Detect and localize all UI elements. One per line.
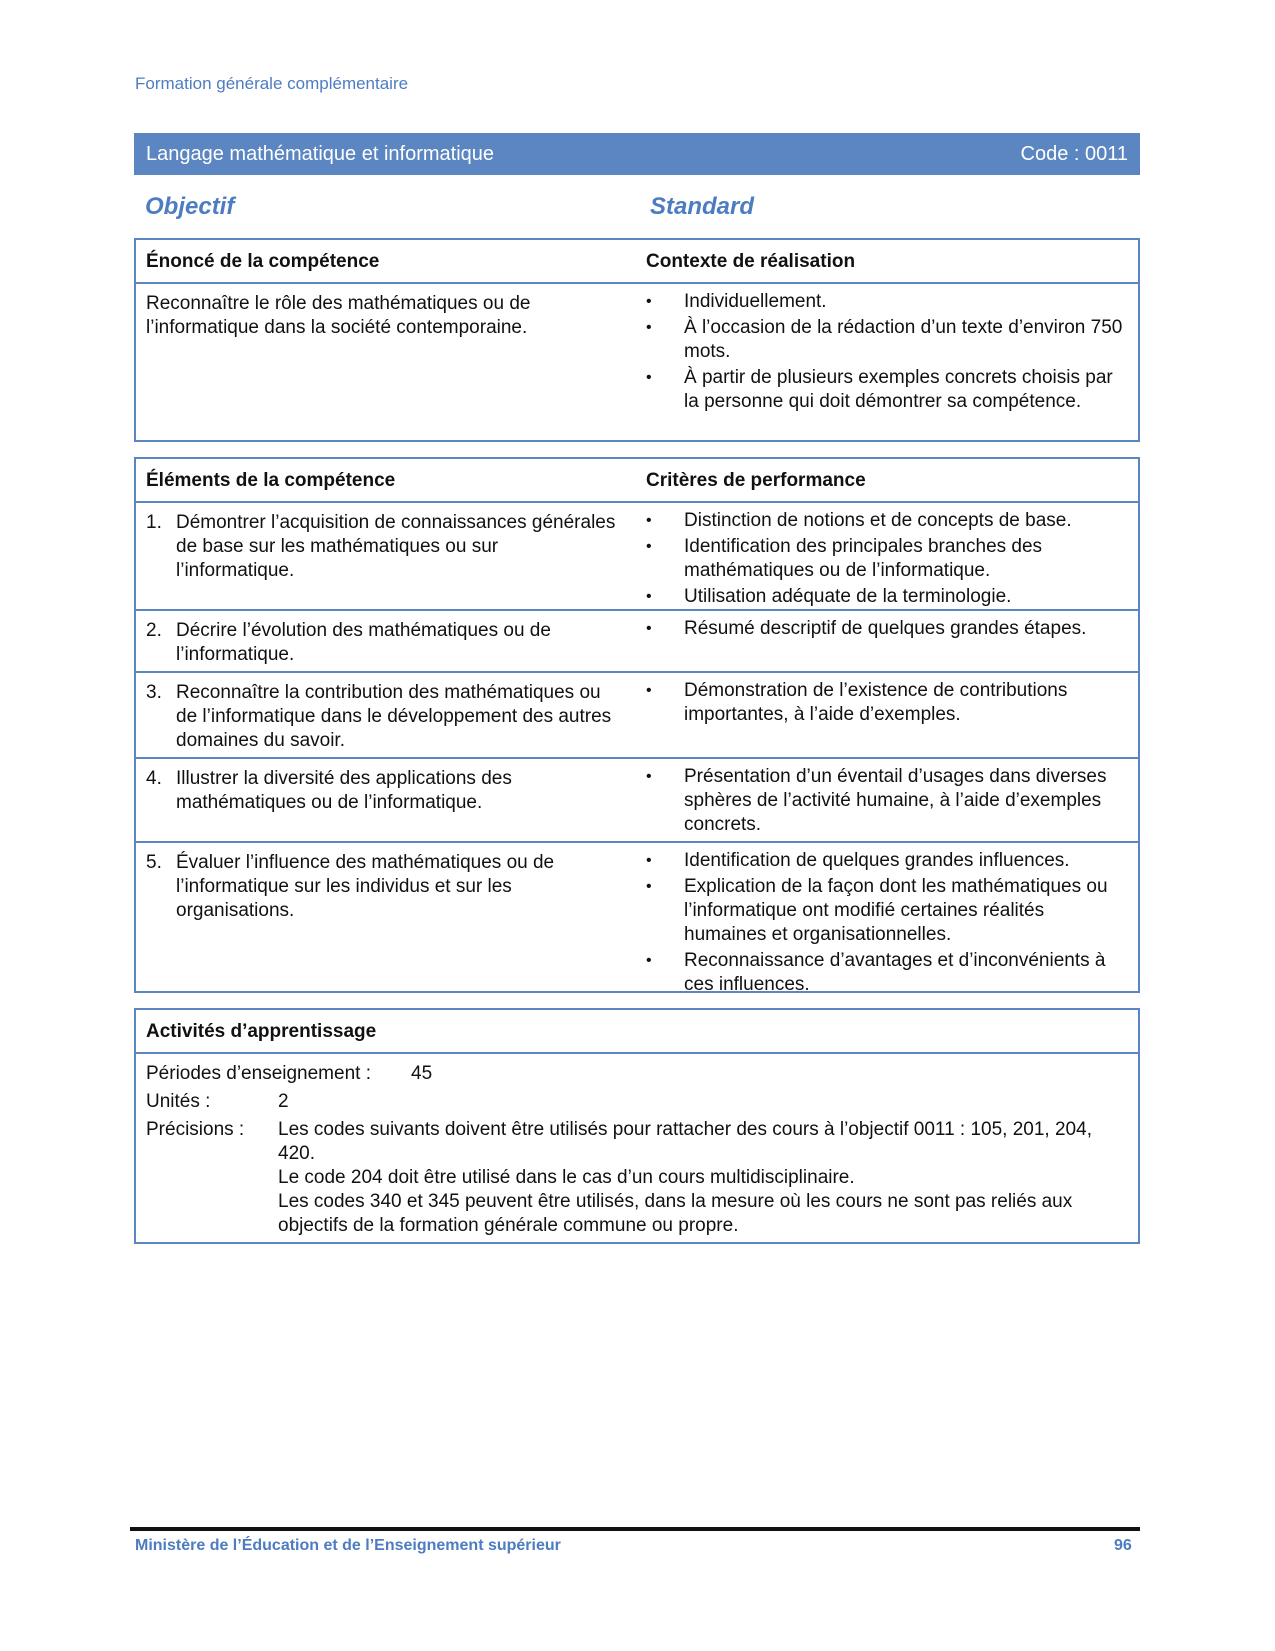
table-row (136, 611, 1138, 673)
element-text: Reconnaître la contribution des mathématiques ou de l’informatique dans le développement des autres domaines du savoir. (176, 682, 612, 751)
element-item (146, 681, 616, 753)
standard-label: Standard (650, 193, 755, 220)
competence-statement: Reconnaître le rôle des mathématiques ou de l’informatique dans la société contemporaine. (146, 293, 531, 338)
element-number: 5. (146, 852, 162, 873)
element-item (146, 619, 616, 667)
periods-value: 45 (411, 1063, 433, 1084)
table-row (136, 673, 1138, 759)
course-title: Langage mathématique et informatique (146, 142, 495, 165)
details-line: Le code 204 doit être utilisé dans le cas d’un cours multidisciplinaire. (278, 1167, 855, 1188)
context-list (646, 290, 1126, 416)
element-number: 4. (146, 768, 162, 789)
course-code: Code : 0011 (1020, 142, 1128, 165)
element-item (146, 851, 616, 923)
footer-divider (130, 1527, 1140, 1531)
element-item (146, 767, 616, 815)
criteria-list (646, 617, 1126, 643)
element-item (146, 511, 616, 583)
objective-label: Objectif (145, 193, 235, 220)
competence-table (134, 238, 1140, 442)
element-text: Décrire l’évolution des mathématiques ou de l’informatique. (176, 620, 551, 665)
element-number: 2. (146, 620, 162, 641)
statement-heading: Énoncé de la compétence (146, 251, 380, 272)
list-item: • À l’occasion de la rédaction d’un texte d’environ 750 mots. (646, 316, 1126, 364)
list-item: • Résumé descriptif de quelques grandes étapes. (646, 617, 1126, 641)
list-item: • Reconnaissance d’avantages et d’inconvénients à ces influences. (646, 949, 1126, 997)
element-text: Démontrer l’acquisition de connaissances générales de base sur les mathématiques ou sur l’informatique. (176, 512, 616, 581)
list-item: • Distinction de notions et de concepts de base. (646, 509, 1126, 533)
element-text: Évaluer l’influence des mathématiques ou de l’informatique sur les individus et sur les organisations. (176, 852, 555, 921)
activities-table-header (136, 1010, 1138, 1054)
context-heading: Contexte de réalisation (646, 251, 856, 272)
list-item: • À partir de plusieurs exemples concrets choisis par la personne qui doit démontrer sa compétence. (646, 366, 1126, 414)
table-row (136, 759, 1138, 843)
activities-table (134, 1008, 1140, 1244)
list-item: • Présentation d’un éventail d’usages dans diverses sphères de l’activité humaine, à l’aide d’exemples concrets. (646, 765, 1126, 837)
list-item: • Utilisation adéquate de la terminologie. (646, 585, 1126, 609)
element-number: 1. (146, 512, 162, 533)
list-item: • Explication de la façon dont les mathématiques ou l’informatique ont modifié certaines réalités humaines et organisationnelles. (646, 875, 1126, 947)
periods-label: Périodes d’enseignement : (146, 1063, 371, 1084)
activities-heading: Activités d’apprentissage (146, 1021, 377, 1042)
table-row (136, 503, 1138, 611)
element-text: Illustrer la diversité des applications des mathématiques ou de l’informatique. (176, 768, 512, 813)
list-item: • Identification de quelques grandes influences. (646, 849, 1126, 873)
criteria-list (646, 509, 1126, 611)
elements-table-header (136, 459, 1138, 503)
units-value: 2 (278, 1091, 289, 1112)
criteria-list (646, 849, 1126, 999)
criteria-list (646, 765, 1126, 839)
elements-table (134, 457, 1140, 993)
list-item: • Démonstration de l’existence de contributions importantes, à l’aide d’exemples. (646, 679, 1126, 727)
footer-ministry: Ministère de l’Éducation et de l’Enseignement supérieur (135, 1537, 561, 1554)
element-number: 3. (146, 682, 162, 703)
elements-heading: Éléments de la compétence (146, 470, 396, 491)
criteria-list (646, 679, 1126, 729)
competence-table-header (136, 240, 1138, 284)
page-number: 96 (1114, 1537, 1132, 1554)
criteria-heading: Critères de performance (646, 470, 866, 491)
units-label: Unités : (146, 1091, 211, 1112)
details-line: Les codes suivants doivent être utilisés pour rattacher des cours à l’objectif 0011 : 105, 201, 204, 420. (278, 1119, 1092, 1164)
list-item: • Identification des principales branches des mathématiques ou de l’informatique. (646, 535, 1126, 583)
list-item: • Individuellement. (646, 290, 1126, 314)
course-title-bar (134, 133, 1140, 175)
table-row (136, 843, 1138, 997)
details-line: Les codes 340 et 345 peuvent être utilisés, dans la mesure où les cours ne sont pas reliés aux objectifs de la formation générale commune ou propre. (278, 1191, 1073, 1236)
details-label: Précisions : (146, 1119, 245, 1140)
program-header: Formation générale complémentaire (135, 74, 409, 93)
